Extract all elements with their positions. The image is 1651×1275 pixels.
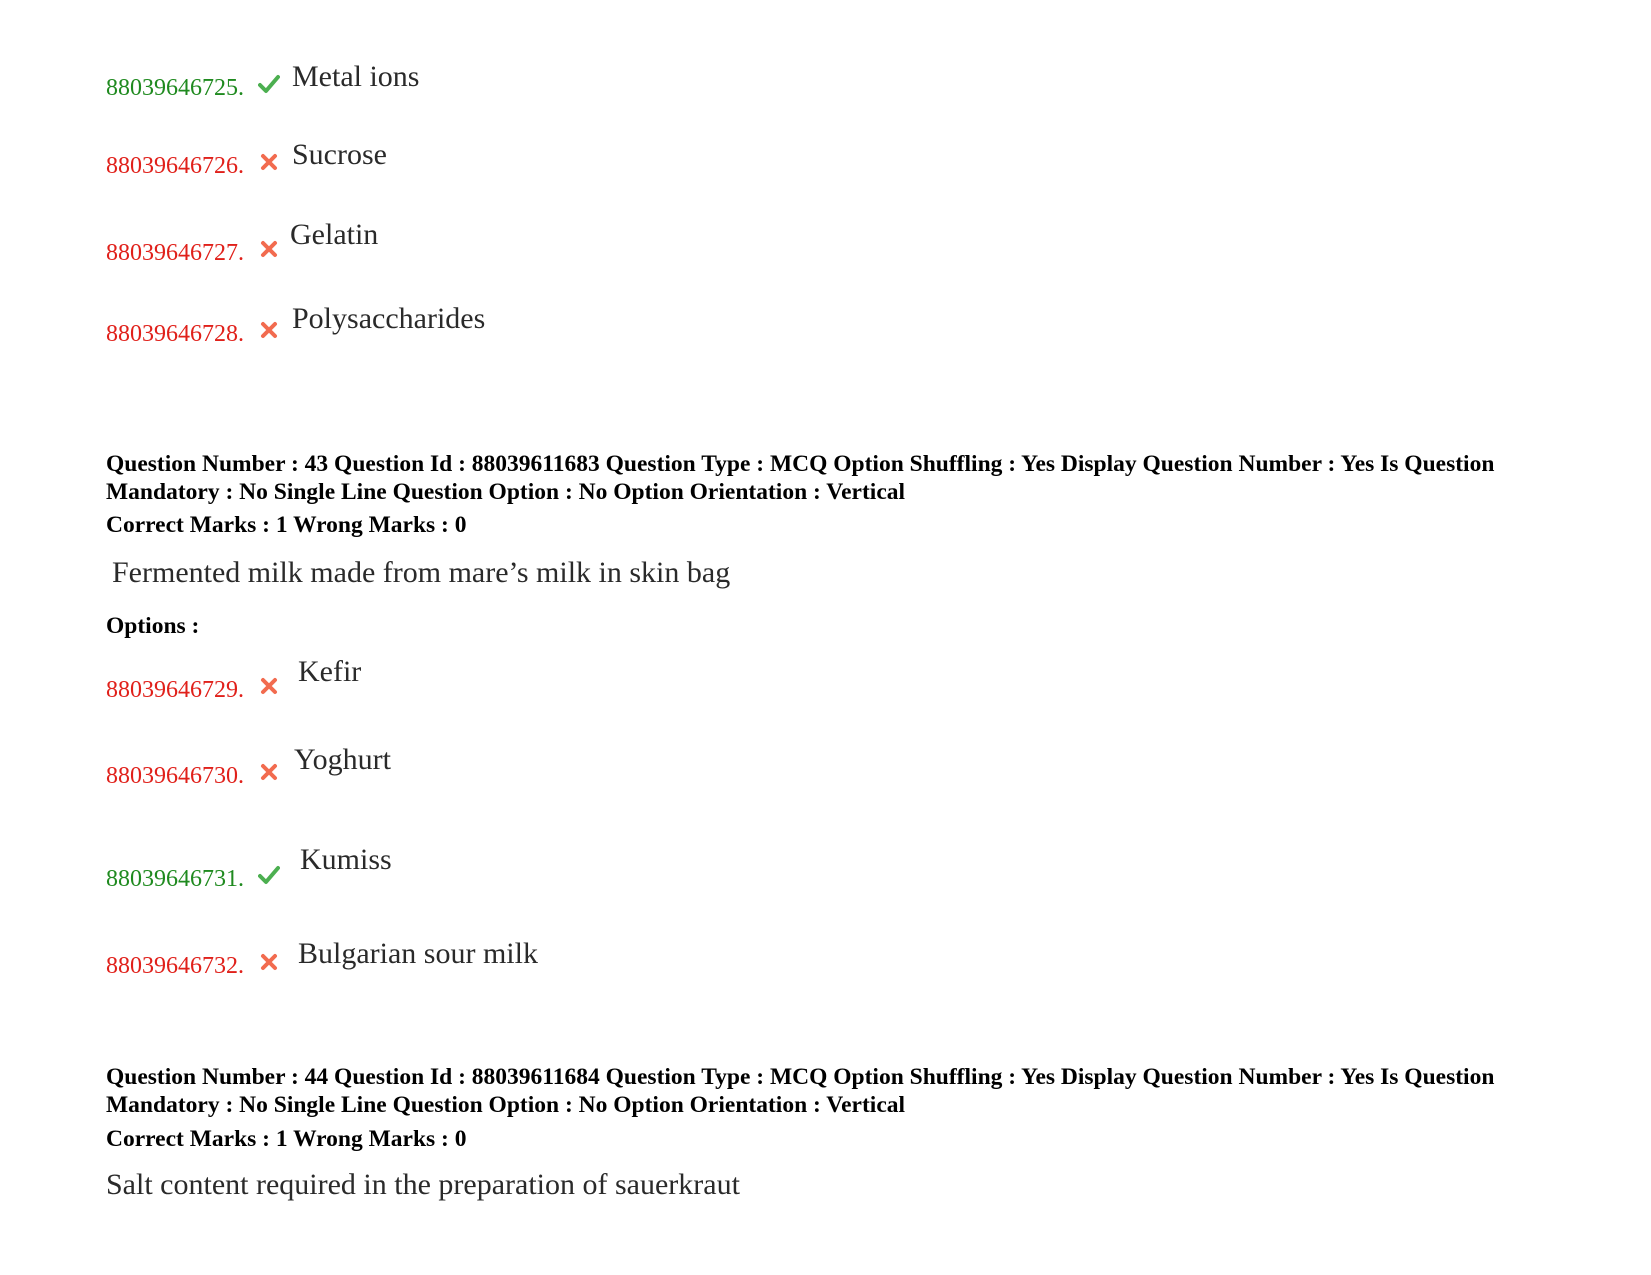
question-text: Salt content required in the preparation of sauerkraut xyxy=(106,1168,740,1201)
cross-icon xyxy=(258,675,280,697)
question-marks: Correct Marks : 1 Wrong Marks : 0 xyxy=(106,512,467,538)
option-id: 88039646728. xyxy=(106,321,244,347)
question-marks: Correct Marks : 1 Wrong Marks : 0 xyxy=(106,1126,467,1152)
option-text: Polysaccharides xyxy=(292,302,486,335)
option-id: 88039646731. xyxy=(106,866,244,892)
option-id: 88039646725. xyxy=(106,75,244,101)
option-id: 88039646732. xyxy=(106,953,244,979)
option-text: Bulgarian sour milk xyxy=(298,937,538,970)
question-meta: Question Number : 44 Question Id : 88039611684 Question Type : MCQ Option Shuffling : Yes Display Question Number : Yes Is Question Mandatory : No Single Line Question Option : No Option Orientation : Vertical xyxy=(106,1064,1495,1118)
cross-icon xyxy=(258,761,280,783)
options-label: Options : xyxy=(106,613,200,639)
option-id: 88039646730. xyxy=(106,763,244,789)
cross-icon xyxy=(258,951,280,973)
option-id: 88039646729. xyxy=(106,677,244,703)
option-text: Kefir xyxy=(298,655,362,688)
check-icon xyxy=(258,864,280,886)
option-id: 88039646726. xyxy=(106,153,244,179)
cross-icon xyxy=(258,238,280,260)
cross-icon xyxy=(258,151,280,173)
option-text: Gelatin xyxy=(290,218,379,251)
question-text: Fermented milk made from mare’s milk in skin bag xyxy=(112,556,731,589)
cross-icon xyxy=(258,319,280,341)
option-text: Kumiss xyxy=(300,843,392,876)
option-text: Yoghurt xyxy=(294,743,391,776)
option-text: Sucrose xyxy=(292,138,387,171)
option-text: Metal ions xyxy=(292,60,420,93)
check-icon xyxy=(258,73,280,95)
question-meta: Question Number : 43 Question Id : 88039611683 Question Type : MCQ Option Shuffling : Yes Display Question Number : Yes Is Question Mandatory : No Single Line Question Option : No Option Orientation : Vertical xyxy=(106,451,1495,505)
option-id: 88039646727. xyxy=(106,240,244,266)
